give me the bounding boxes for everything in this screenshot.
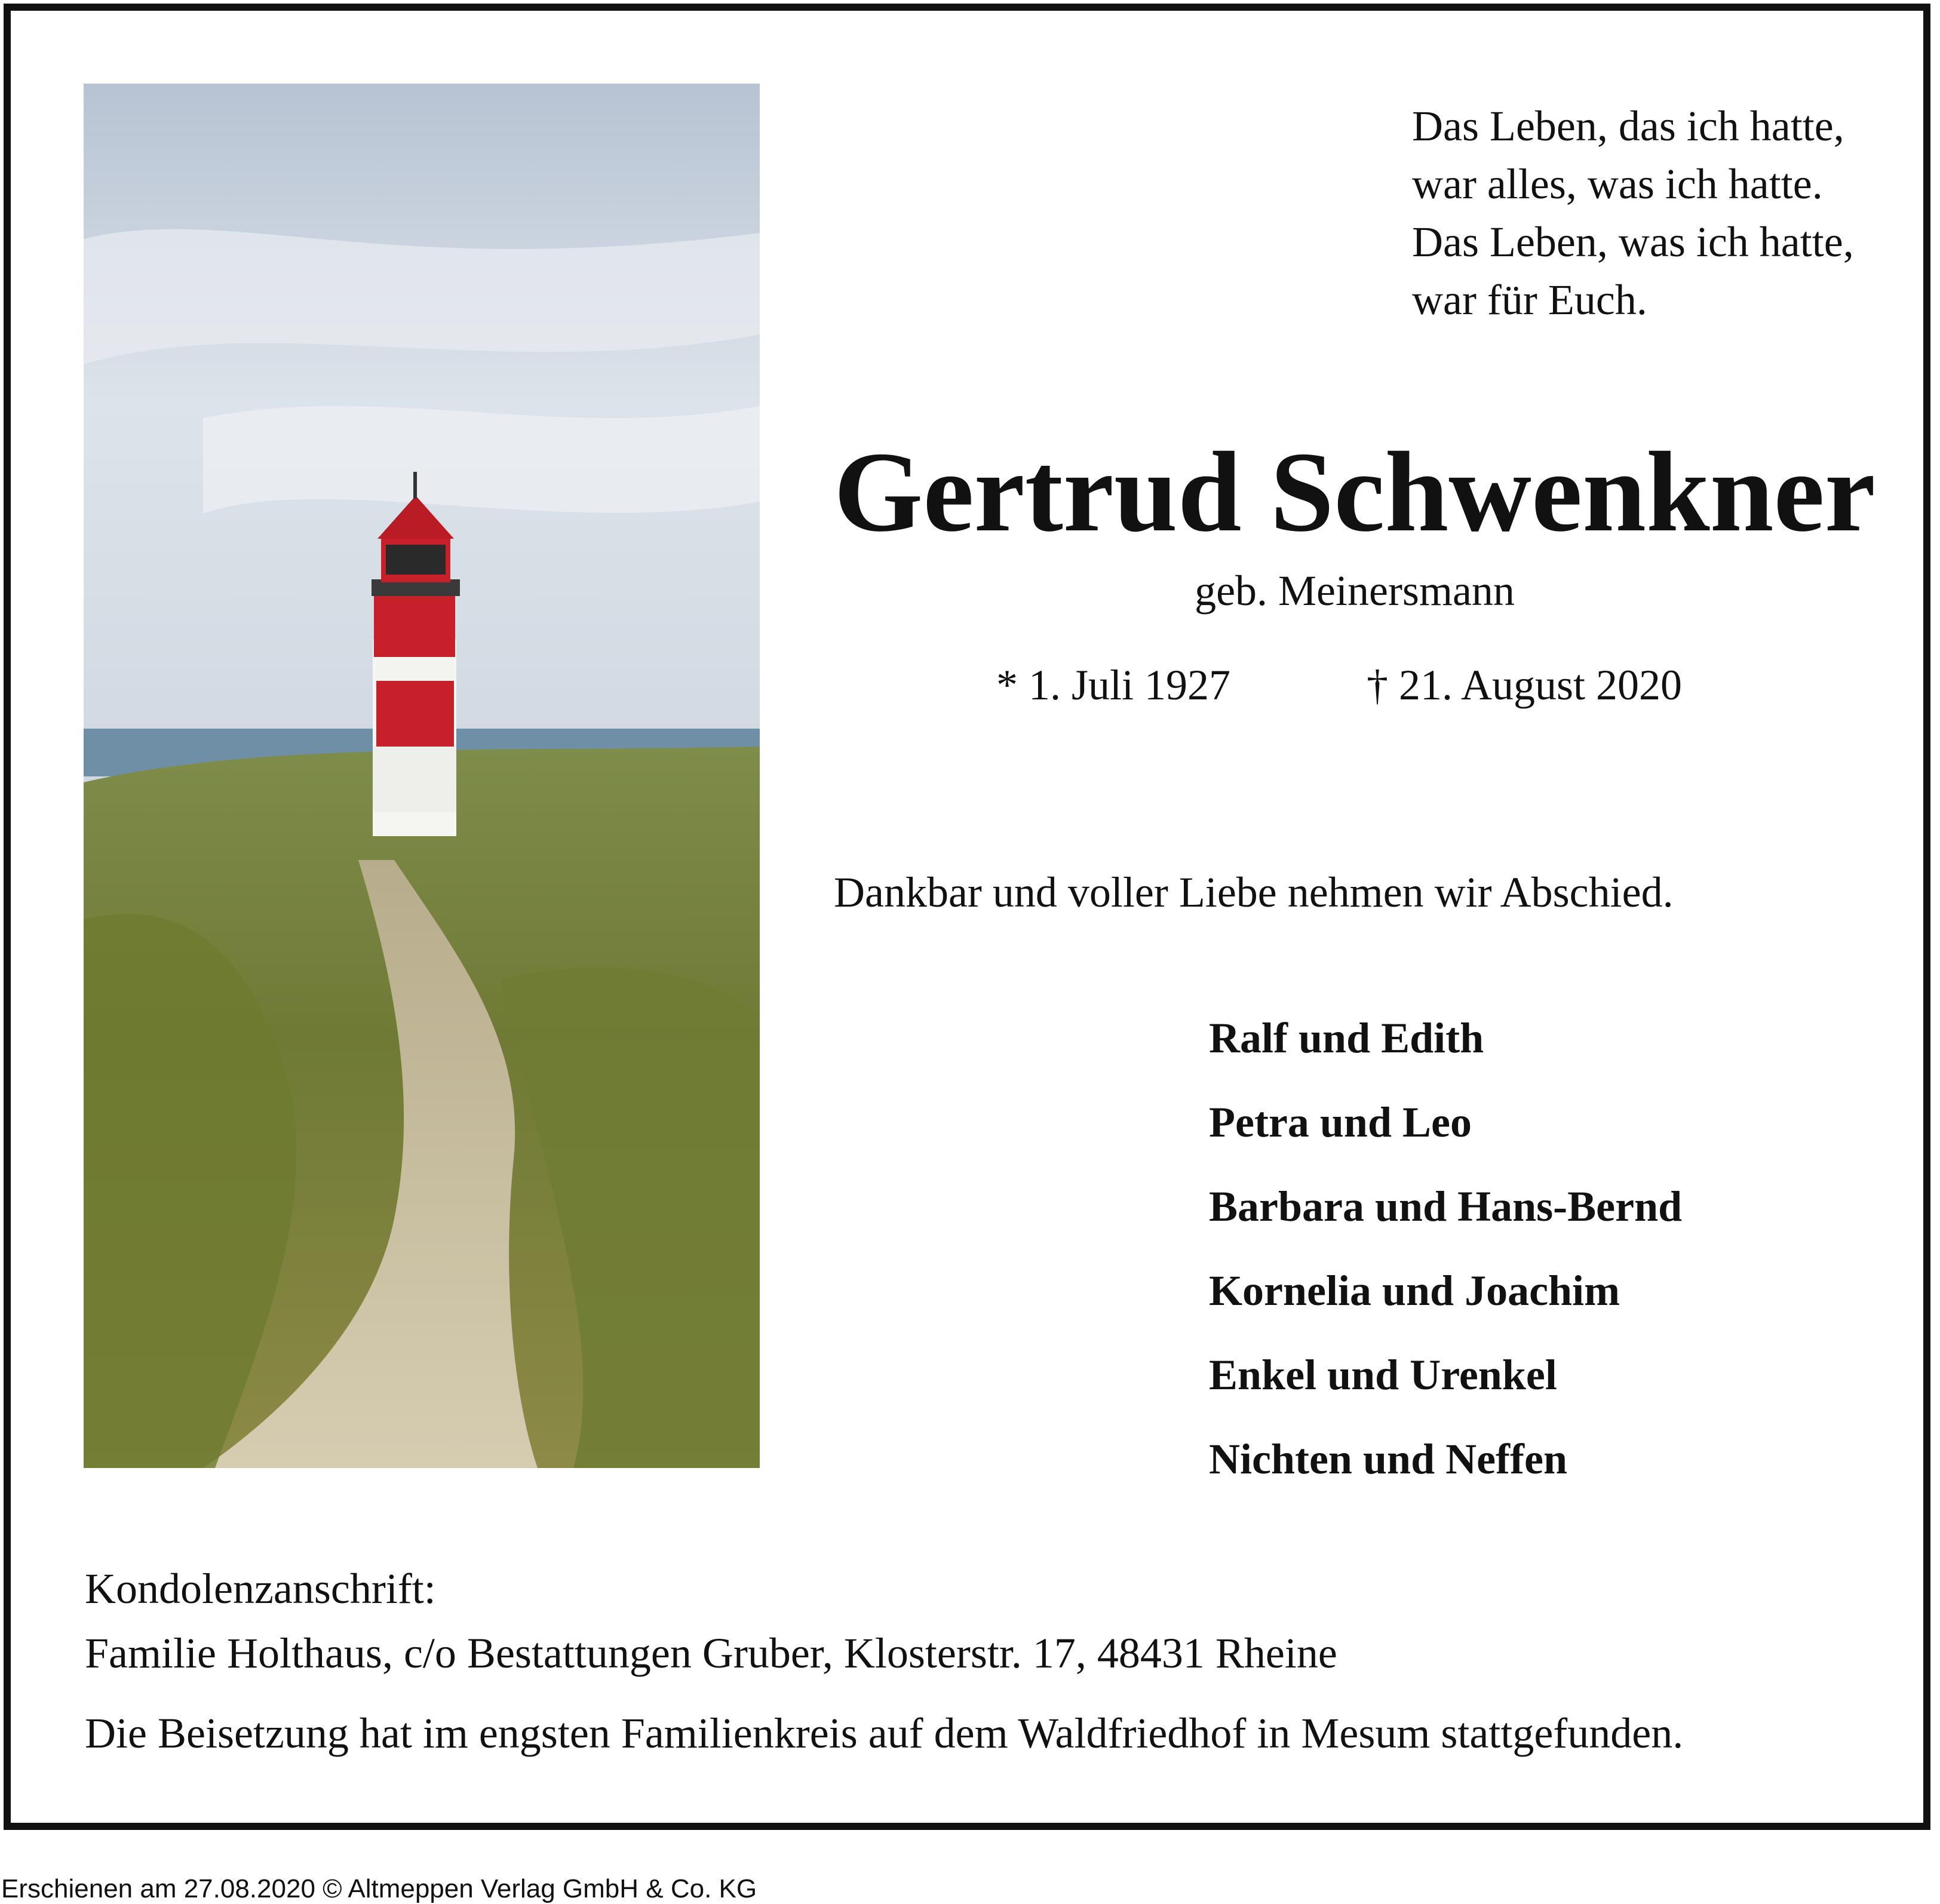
mourner: Enkel und Urenkel: [1209, 1351, 1557, 1399]
burial-note: Die Beisetzung hat im engsten Familienkreis auf dem Waldfriedhof in Mesum stattgefunden.: [85, 1709, 1684, 1757]
mourner: Barbara und Hans-Bernd: [1209, 1183, 1683, 1230]
poem-line: war für Euch.: [1412, 276, 1647, 324]
poem-line: war alles, was ich hatte.: [1412, 160, 1823, 208]
obituary-frame: [4, 4, 1930, 1830]
mourner: Petra und Leo: [1209, 1098, 1472, 1146]
condolence-label: Kondolenzanschrift:: [85, 1565, 436, 1613]
poem-line: Das Leben, das ich hatte,: [1412, 102, 1844, 150]
lighthouse-photo: [84, 84, 760, 1468]
birth-name: geb. Meinersmann: [1195, 567, 1515, 615]
mourner: Ralf und Edith: [1209, 1014, 1484, 1062]
poem: [1412, 97, 1854, 329]
condolence-address: [85, 1556, 1337, 1685]
poem-line: Das Leben, was ich hatte,: [1412, 218, 1854, 266]
mourners-list: [1209, 996, 1682, 1501]
mourner: Kornelia und Joachim: [1209, 1267, 1620, 1315]
farewell-text: Dankbar und voller Liebe nehmen wir Abschied.: [834, 868, 1674, 916]
deceased-name: Gertrud Schwenkner: [834, 428, 1875, 555]
birth-date: * 1. Juli 1927: [996, 661, 1231, 709]
mourner: Nichten und Neffen: [1209, 1435, 1568, 1483]
condolence-address-line: Familie Holthaus, c/o Bestattungen Gruber, Klosterstr. 17, 48431 Rheine: [85, 1629, 1337, 1677]
publication-footer: Erschienen am 27.08.2020 © Altmeppen Verlag GmbH & Co. KG: [1, 1874, 757, 1903]
death-date: † 21. August 2020: [1367, 661, 1683, 709]
